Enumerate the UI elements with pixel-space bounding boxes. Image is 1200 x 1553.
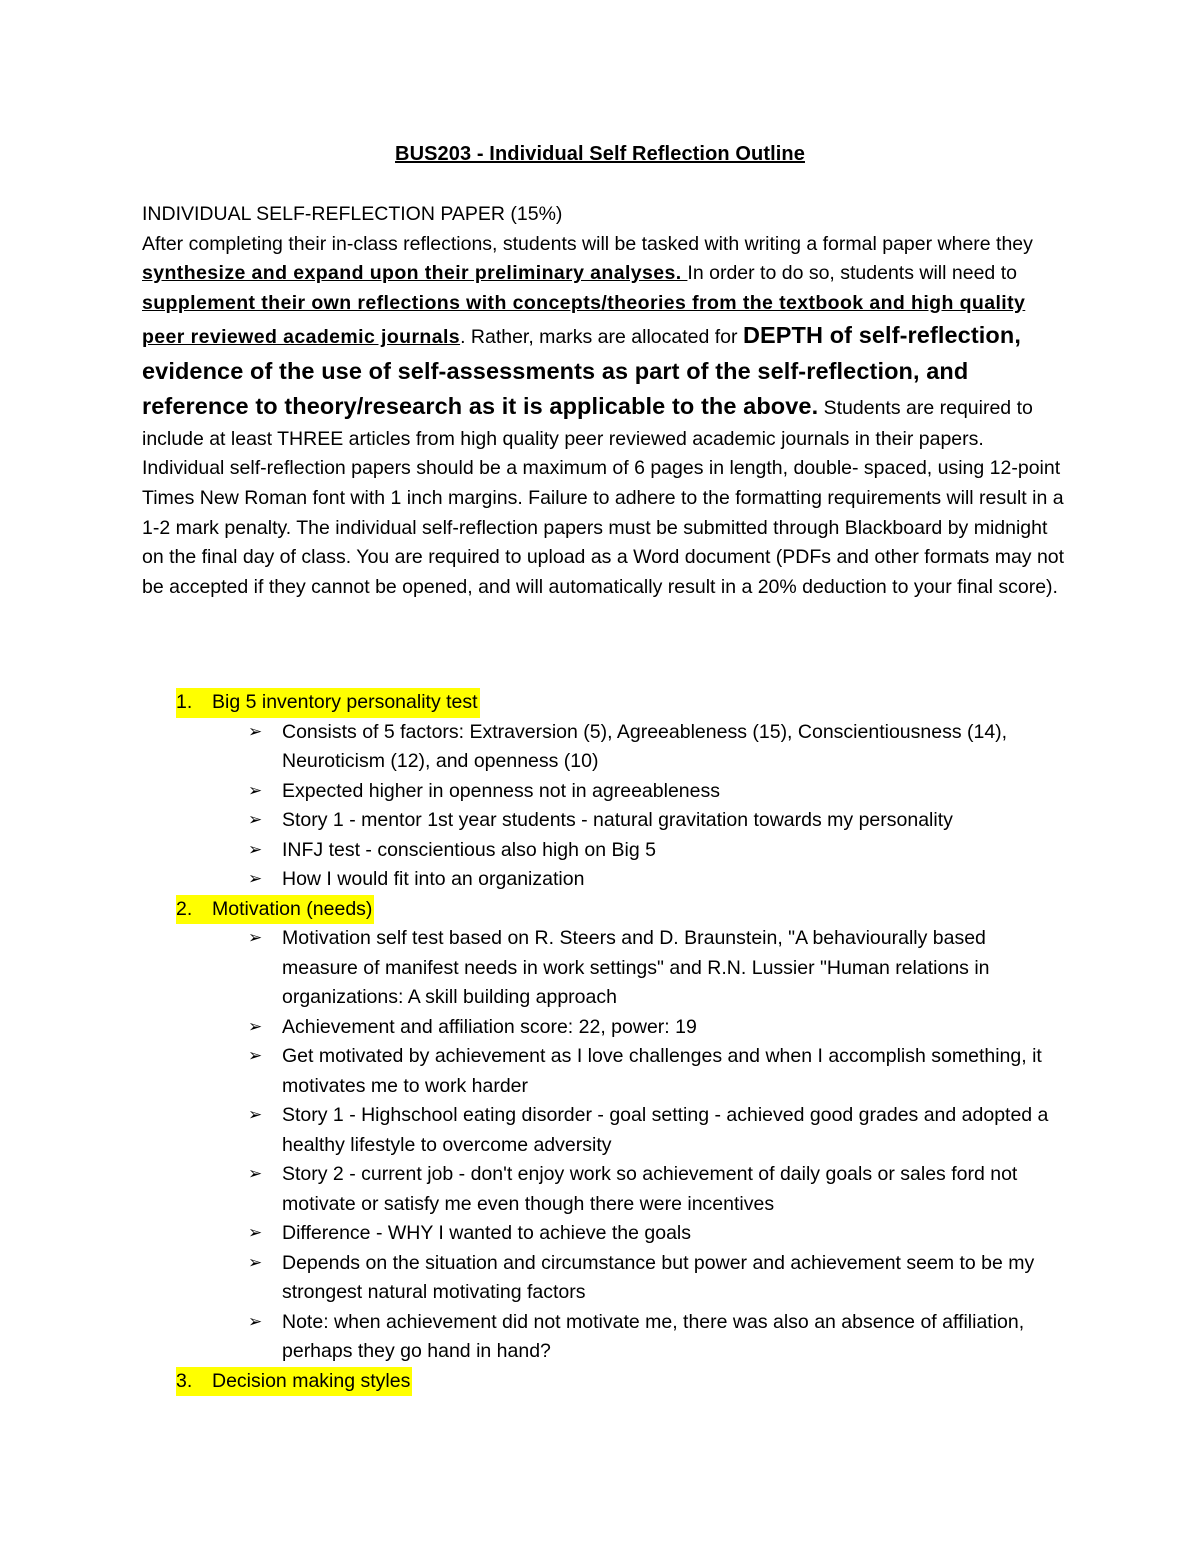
arrow-bullet-icon: ➢: [248, 780, 263, 801]
list-item: [142, 718, 1067, 777]
intro-emphasis-supplement: supplement their own reflections with concepts/theories from the textbook and high quality peer reviewed academic journals: [142, 291, 1026, 349]
list-item: [142, 1101, 1067, 1160]
intro-text-f: Students are required to include at least THREE articles from high quality peer reviewed academic journals in their papers.: [142, 397, 1033, 450]
section-number: 1.: [176, 691, 193, 713]
list-item-text: Story 2 - current job - don't enjoy work so achievement of daily goals or sales ford not motivate or satisfy me even though there were incentives: [282, 1163, 1018, 1215]
highlighted-heading: [176, 688, 480, 718]
list-item-text: Story 1 - Highschool eating disorder - goal setting - achieved good grades and adopted a healthy lifestyle to overcome adversity: [282, 1104, 1049, 1156]
list-item: [142, 1249, 1067, 1308]
outline-section-heading: [142, 1367, 1067, 1397]
arrow-bullet-icon: ➢: [248, 1164, 263, 1184]
document-body: [142, 200, 1067, 602]
formatting-paragraph: Individual self-reflection papers should be a maximum of 6 pages in length, double- spaced, using 12-point Times New Roman font with 1 inch margins. Failure to adhere to the formatting requirements will result in a 1-2 mark penalty. The individual self-reflection papers must be submitted through Blackboard by midnight on the final day of class. You are required to upload as a Word document (PDFs and other formats may not be accepted if they cannot be opened, and will automatically result in a 20% deduction to your final score).: [142, 457, 1065, 598]
list-item-text: Achievement and affiliation score: 22, power: 19: [282, 1015, 697, 1038]
list-item: [142, 1013, 1067, 1043]
list-item-text: Consists of 5 factors: Extraversion (5), Agreeableness (15), Conscientiousness (14), Neuroticism (12), and openness (10): [282, 720, 1008, 772]
outline-bullet-list: [142, 718, 1067, 895]
list-item: [142, 1308, 1067, 1367]
highlighted-heading: [176, 1367, 412, 1397]
outline-section-heading: [142, 895, 1067, 925]
intro-paragraph: [142, 230, 1067, 455]
outline-bullet-list: [142, 924, 1067, 1367]
arrow-bullet-icon: ➢: [248, 1252, 263, 1273]
arrow-bullet-icon: ➢: [248, 721, 263, 742]
list-item: [142, 1042, 1067, 1101]
arrow-bullet-icon: ➢: [248, 1046, 263, 1066]
section-number: 2.: [176, 897, 193, 920]
outline-list: [142, 688, 1067, 1396]
list-item: [142, 836, 1067, 866]
list-item: [142, 924, 1067, 1013]
highlighted-heading: [176, 895, 374, 925]
list-item-text: Story 1 - mentor 1st year students - natural gravitation towards my personality: [282, 809, 953, 831]
document-title: BUS203 - Individual Self Reflection Outline: [395, 143, 805, 165]
list-item: [142, 865, 1067, 895]
list-item-text: Expected higher in openness not in agreeableness: [282, 779, 720, 802]
list-item: [142, 1160, 1067, 1219]
section-heading: INDIVIDUAL SELF-REFLECTION PAPER (15%): [142, 203, 563, 225]
list-item-text: Get motivated by achievement as I love challenges and when I accomplish something, it motivates me to work harder: [282, 1045, 1042, 1097]
intro-text-e: . Rather, marks are allocated for: [460, 326, 743, 349]
arrow-bullet-icon: ➢: [248, 839, 263, 860]
list-item-text: How I would fit into an organization: [282, 868, 585, 890]
arrow-bullet-icon: ➢: [248, 810, 263, 830]
arrow-bullet-icon: ➢: [248, 869, 263, 889]
list-item-text: Depends on the situation and circumstance but power and achievement seem to be my strongest natural motivating factors: [282, 1251, 1035, 1303]
section-title: Big 5 inventory personality test: [212, 691, 478, 713]
arrow-bullet-icon: ➢: [248, 1311, 263, 1332]
arrow-bullet-icon: ➢: [248, 928, 263, 948]
section-number: 3.: [176, 1369, 193, 1392]
outline-section-heading: [142, 688, 1067, 718]
arrow-bullet-icon: ➢: [248, 1223, 263, 1243]
list-item-text: INFJ test - conscientious also high on Big 5: [282, 838, 656, 861]
intro-emphasis-synthesize: synthesize and expand upon their preliminary analyses.: [142, 262, 688, 285]
intro-emphasis-depth: DEPTH of self-reflection, evidence of the use of self-assessments as part of the self-reflection, and reference to theory/research as it is applicable to the above.: [142, 322, 1021, 420]
section-title: Motivation (needs): [212, 897, 373, 920]
list-item: [142, 1219, 1067, 1249]
list-item-text: Note: when achievement did not motivate me, there was also an absence of affiliation, perhaps they go hand in hand?: [282, 1310, 1025, 1362]
list-item: [142, 806, 1067, 836]
arrow-bullet-icon: ➢: [248, 1016, 263, 1037]
list-item: [142, 777, 1067, 807]
intro-text-a: After completing their in-class reflections, students will be tasked with writing a formal paper where they: [142, 232, 1033, 255]
list-item-text: Motivation self test based on R. Steers and D. Braunstein, "A behaviourally based measure of manifest needs in work settings" and R.N. Lussier "Human relations in organizations: A skill building approach: [282, 927, 990, 1008]
section-title: Decision making styles: [212, 1369, 411, 1392]
arrow-bullet-icon: ➢: [248, 1105, 263, 1125]
intro-text-c: In order to do so, students will need to: [687, 262, 1017, 285]
list-item-text: Difference - WHY I wanted to achieve the goals: [282, 1222, 691, 1244]
